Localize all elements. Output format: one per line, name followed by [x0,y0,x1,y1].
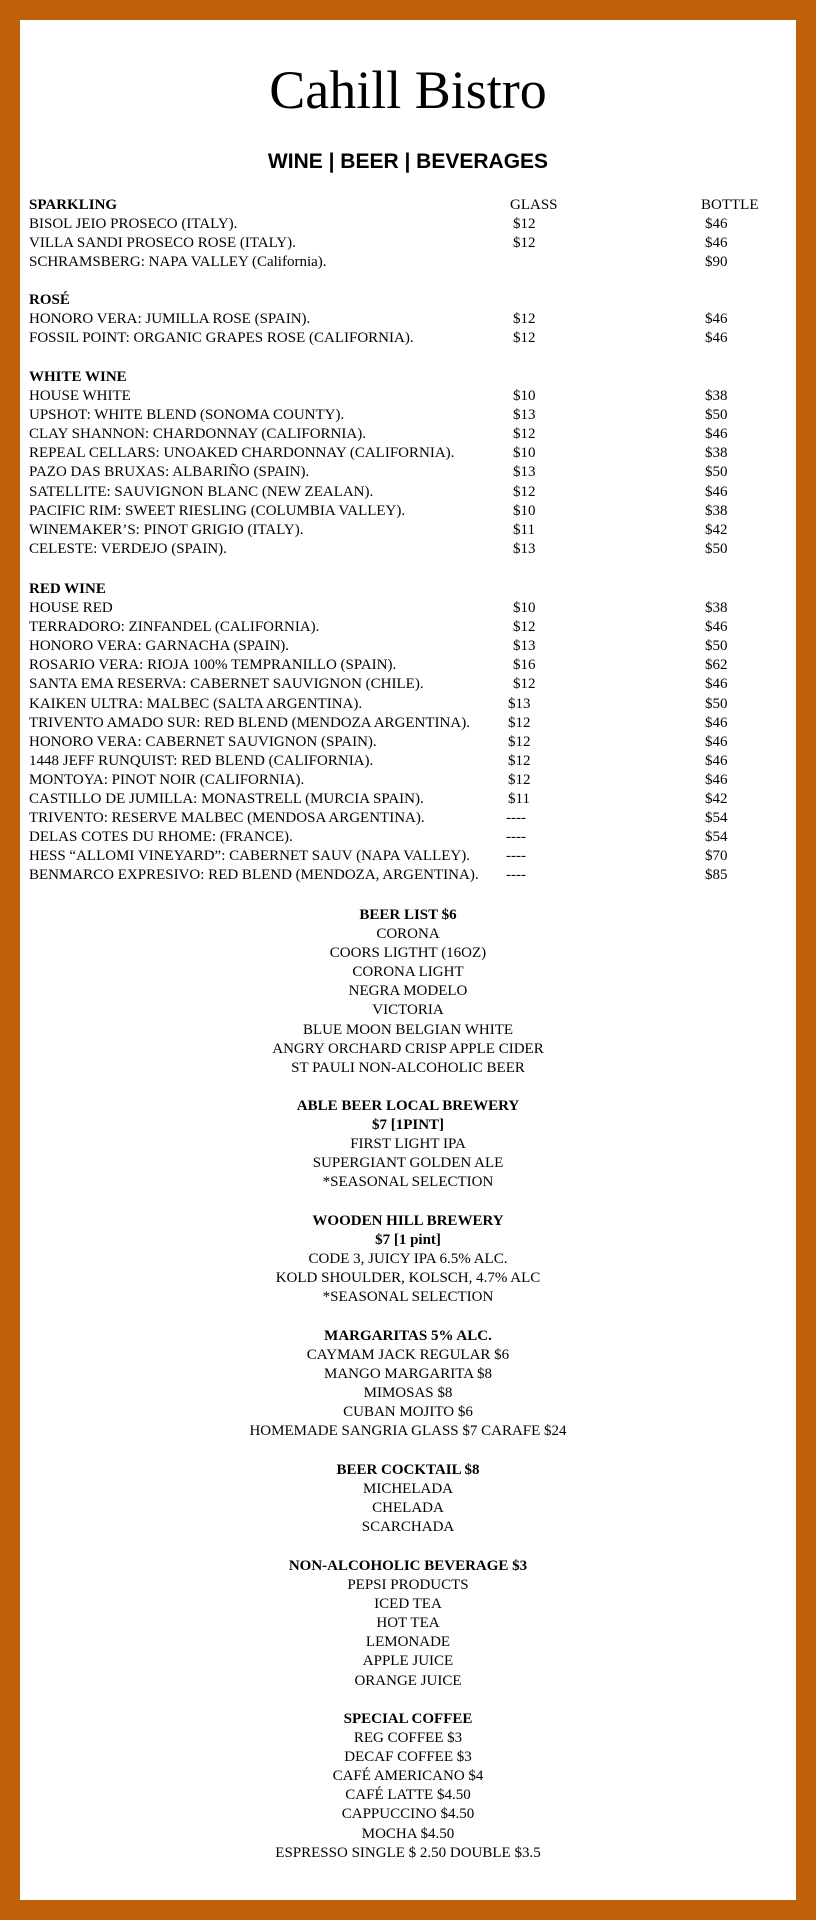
wine-name: FOSSIL POINT: ORGANIC GRAPES ROSE (CALIFORNIA). [29,330,414,347]
beverage-section [0,1097,816,1192]
section-heading: NON-ALCOHOLIC BEVERAGE $3 [288,1558,528,1574]
menu-item: VICTORIA [372,1002,444,1019]
glass-price: $10 [513,502,536,519]
wine-name: HESS “ALLOMI VINEYARD”: CABERNET SAUV (NAPA VALLEY). [29,848,470,865]
bottle-price: $46 [705,733,728,750]
wine-name: REPEAL CELLARS: UNOAKED CHARDONNAY (CALIFORNIA). [29,445,455,462]
bottle-price: $50 [705,407,728,424]
wine-row [29,771,789,790]
wine-name: HONORO VERA: GARNACHA (SPAIN). [29,638,290,655]
wine-row [29,714,789,733]
wine-section [29,368,789,559]
bottle-price: $54 [705,810,728,827]
wine-name: PACIFIC RIM: SWEET RIESLING (COLUMBIA VALLEY). [29,502,406,519]
menu-item: CAYMAM JACK REGULAR $6 [306,1347,510,1364]
wine-row [29,618,789,637]
bottle-price: $46 [705,216,728,233]
wine-section-header [29,196,789,215]
wine-row [29,406,789,425]
bottle-price: $42 [705,521,728,538]
menu-item: NEGRA MODELO [348,983,468,1000]
menu-item: KOLD SHOULDER, KOLSCH, 4.7% ALC [275,1270,541,1287]
menu-item: CUBAN MOJITO $6 [343,1404,473,1421]
section-heading: BEER LIST $6 [359,907,457,923]
beverage-section [0,1212,816,1307]
wine-row [29,828,789,847]
glass-price: $12 [508,714,531,731]
beverage-section [0,1327,816,1442]
glass-price: $13 [513,540,536,557]
bottle-price: $50 [705,695,728,712]
wine-name: CASTILLO DE JUMILLA: MONASTRELL (MURCIA SPAIN). [29,791,424,808]
menu-item: BLUE MOON BELGIAN WHITE [302,1021,514,1038]
menu-item: PEPSI PRODUCTS [347,1577,469,1594]
wine-name: WINEMAKER’S: PINOT GRIGIO (ITALY). [29,521,304,538]
menu-item: *SEASONAL SELECTION [322,1289,494,1306]
bottle-price: $42 [705,791,728,808]
bottle-column-header: BOTTLE [701,197,759,213]
menu-item: CAPPUCCINO $4.50 [341,1806,475,1823]
glass-price: $12 [513,235,536,252]
menu-item: CORONA LIGHT [352,964,464,981]
wine-row [29,733,789,752]
section-heading: $7 [1 pint] [375,1232,441,1249]
wine-name: KAIKEN ULTRA: MALBEC (SALTA ARGENTINA). [29,695,363,712]
wine-row [29,310,789,329]
wine-row [29,752,789,771]
bottle-price: $38 [705,445,728,462]
wine-name: CELESTE: VERDEJO (SPAIN). [29,540,227,557]
glass-price: $12 [513,216,536,233]
wine-section [29,196,789,272]
wine-row [29,502,789,521]
bottle-price: $54 [705,829,728,846]
menu-item: MICHELADA [363,1481,453,1498]
wine-row [29,599,789,618]
glass-price: $12 [513,619,536,636]
glass-price: $12 [513,676,536,693]
wine-name: BENMARCO EXPRESIVO: RED BLEND (MENDOZA, ARGENTINA). [29,867,479,884]
beverage-section [0,1710,816,1863]
glass-price: $11 [508,791,530,808]
bottle-price: $90 [705,254,728,271]
beverage-section [0,1461,816,1537]
menu-item: ST PAULI NON-ALCOHOLIC BEER [291,1059,525,1076]
wine-row [29,463,789,482]
bottle-price: $46 [705,619,728,636]
menu-item: CHELADA [372,1500,444,1517]
section-heading: SPECIAL COFFEE [343,1711,473,1727]
menu-item: CAFÉ AMERICANO $4 [332,1768,484,1785]
wine-row [29,790,789,809]
glass-price: $12 [513,330,536,347]
wine-name: 1448 JEFF RUNQUIST: RED BLEND (CALIFORNIA). [29,752,374,769]
menu-item: HOT TEA [376,1615,440,1632]
bottle-price: $46 [705,771,728,788]
glass-price: $10 [513,600,536,617]
wine-name: MONTOYA: PINOT NOIR (CALIFORNIA). [29,771,305,788]
glass-price: $13 [513,638,536,655]
menu-item: DECAF COFFEE $3 [344,1749,472,1766]
wine-section [29,580,789,886]
glass-price: $12 [508,752,531,769]
wine-row [29,656,789,675]
bottle-price: $46 [705,330,728,347]
wine-name: TRIVENTO: RESERVE MALBEC (MENDOSA ARGENTINA). [29,810,425,827]
menu-item: CODE 3, JUICY IPA 6.5% ALC. [308,1251,508,1268]
glass-price: $13 [513,464,536,481]
restaurant-title: Cahill Bistro [269,60,547,120]
bottle-price: $38 [705,502,728,519]
wine-name: HONORO VERA: CABERNET SAUVIGNON (SPAIN). [29,733,377,750]
menu-item: ANGRY ORCHARD CRISP APPLE CIDER [272,1040,544,1057]
section-heading: $7 [1PINT] [371,1117,445,1134]
menu-item: REG COFFEE $3 [353,1730,463,1747]
menu-item: FIRST LIGHT IPA [350,1136,466,1153]
section-heading: RED WINE [29,581,106,597]
wine-row [29,637,789,656]
glass-price: $13 [508,695,531,712]
section-heading: WOODEN HILL BREWERY [312,1213,504,1229]
wine-row [29,540,789,559]
wine-name: CLAY SHANNON: CHARDONNAY (CALIFORNIA). [29,426,366,443]
bottle-price: $70 [705,848,728,865]
bottle-price: $38 [705,388,728,405]
wine-name: HOUSE RED [29,600,113,617]
bottle-price: $46 [705,311,728,328]
wine-name: TERRADORO: ZINFANDEL (CALIFORNIA). [29,619,320,636]
wine-name: ROSARIO VERA: RIOJA 100% TEMPRANILLO (SPAIN). [29,657,397,674]
wine-section-header [29,291,789,310]
glass-column-header: GLASS [510,197,558,213]
bottle-price: $46 [705,235,728,252]
glass-price: ---- [506,829,526,846]
wine-name: SCHRAMSBERG: NAPA VALLEY (California). [29,254,327,271]
wine-row [29,425,789,444]
wine-section-header [29,368,789,387]
wine-name: PAZO DAS BRUXAS: ALBARIÑO (SPAIN). [29,464,310,481]
wine-row [29,675,789,694]
wine-name: BISOL JEIO PROSECO (ITALY). [29,216,238,233]
wine-name: VILLA SANDI PROSECO ROSE (ITALY). [29,235,296,252]
menu-item: LEMONADE [365,1634,451,1651]
menu-item: SCARCHADA [361,1519,455,1536]
glass-price: ---- [506,867,526,884]
menu-item: *SEASONAL SELECTION [322,1174,494,1191]
section-heading: BEER COCKTAIL $8 [336,1462,480,1478]
wine-name: UPSHOT: WHITE BLEND (SONOMA COUNTY). [29,407,345,424]
wine-row [29,329,789,348]
menu-item: COORS LIGTHT (16OZ) [329,945,487,962]
bottle-price: $46 [705,752,728,769]
bottle-price: $50 [705,464,728,481]
menu-item: ICED TEA [374,1596,442,1613]
bottle-price: $38 [705,600,728,617]
beverage-section [0,906,816,1078]
menu-item: MOCHA $4.50 [361,1825,455,1842]
glass-price: $12 [508,733,531,750]
menu-item: APPLE JUICE [362,1653,454,1670]
menu-item: SUPERGIANT GOLDEN ALE [312,1155,504,1172]
bottle-price: $46 [705,714,728,731]
wine-row [29,847,789,866]
wine-row [29,521,789,540]
bottle-price: $85 [705,867,728,884]
wine-row [29,695,789,714]
section-heading: ABLE BEER LOCAL BREWERY [296,1098,520,1114]
section-heading: ROSÉ [29,292,70,308]
beverage-section [0,1557,816,1691]
bottle-price: $46 [705,676,728,693]
menu-item: CAFÉ LATTE $4.50 [345,1787,471,1804]
glass-price: $12 [513,483,536,500]
glass-price: ---- [506,810,526,827]
bottle-price: $46 [705,426,728,443]
wine-section [29,291,789,348]
glass-price: $10 [513,445,536,462]
glass-price: $11 [513,521,535,538]
wine-row [29,234,789,253]
menu-item: ORANGE JUICE [354,1672,462,1689]
wine-name: SANTA EMA RESERVA: CABERNET SAUVIGNON (CHILE). [29,676,424,693]
wine-row [29,387,789,406]
wine-row [29,215,789,234]
wine-row [29,253,789,272]
wine-name: SATELLITE: SAUVIGNON BLANC (NEW ZEALAN). [29,483,374,500]
glass-price: $12 [508,771,531,788]
bottle-price: $46 [705,483,728,500]
wine-name: HONORO VERA: JUMILLA ROSE (SPAIN). [29,311,311,328]
glass-price: $12 [513,311,536,328]
glass-price: ---- [506,848,526,865]
wine-section-header [29,580,789,599]
menu-item: MANGO MARGARITA $8 [324,1366,492,1383]
wine-row [29,444,789,463]
wine-row [29,866,789,885]
wine-name: TRIVENTO AMADO SUR: RED BLEND (MENDOZA ARGENTINA). [29,714,470,731]
glass-price: $10 [513,388,536,405]
menu-item: MIMOSAS $8 [363,1385,453,1402]
bottle-price: $50 [705,540,728,557]
glass-price: $16 [513,657,536,674]
menu-item: CORONA [376,926,440,943]
wine-name: DELAS COTES DU RHOME: (FRANCE). [29,829,293,846]
bottle-price: $50 [705,638,728,655]
wine-row [29,809,789,828]
wine-row [29,483,789,502]
menu-item: HOMEMADE SANGRIA GLASS $7 CARAFE $24 [249,1423,567,1440]
section-heading: MARGARITAS 5% ALC. [324,1328,492,1344]
wine-name: HOUSE WHITE [29,388,131,405]
section-heading: WHITE WINE [29,369,127,385]
glass-price: $13 [513,407,536,424]
section-heading: SPARKLING [29,197,118,213]
bottle-price: $62 [705,657,728,674]
menu-title: WINE | BEER | BEVERAGES [267,150,549,173]
glass-price: $12 [513,426,536,443]
menu-item: ESPRESSO SINGLE $ 2.50 DOUBLE $3.5 [275,1844,541,1861]
